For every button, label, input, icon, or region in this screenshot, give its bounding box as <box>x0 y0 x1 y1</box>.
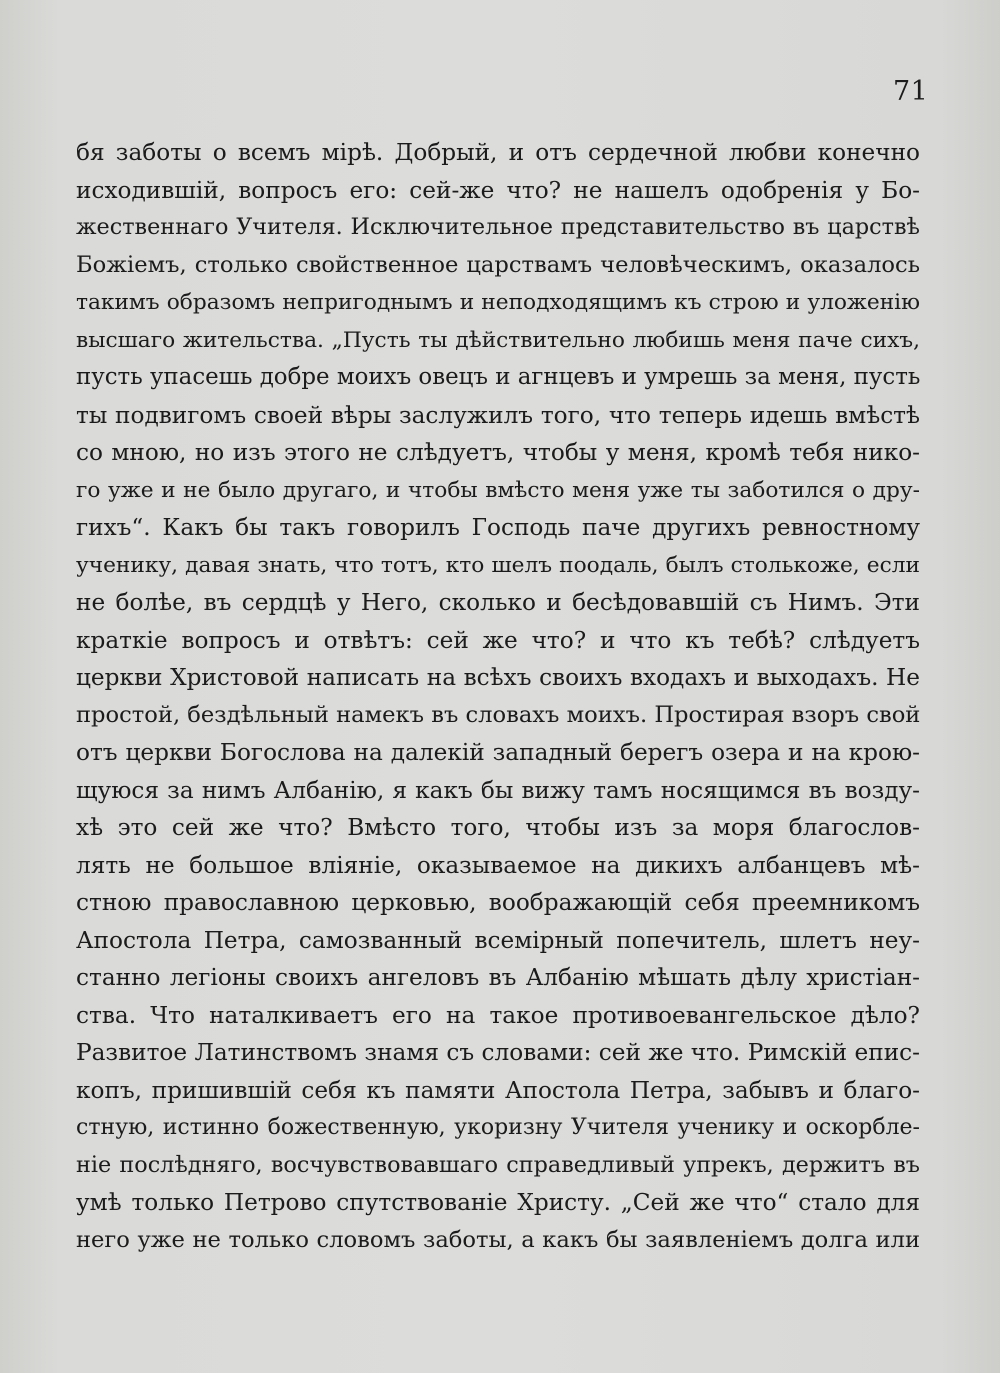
text-line: отъ церкви Богослова на далекiй западный берегъ озера и на крою- <box>76 739 920 766</box>
text-line: бя заботы о всемъ мiрѣ. Добрый, и отъ сердечной любви конечно <box>76 139 920 166</box>
text-line: Божiемъ, столько свойственное царствамъ человѣческимъ, оказалось <box>76 251 920 278</box>
text-line: Апостола Петра, самозванный всемiрный попечитель, шлетъ неу- <box>76 926 920 954</box>
text-line: хѣ это сей же что? Вмѣсто того, чтобы изъ за моря благослов- <box>76 814 920 841</box>
text-line: го уже и не было другаго, и чтобы вмѣсто меня уже ты заботился о дру- <box>76 477 920 503</box>
text-line: стною православною церковью, воображающiй себя преемникомъ <box>76 889 920 916</box>
text-line: пусть упасешь добре моихъ овецъ и агнцевъ и умрешь за меня, пусть <box>76 364 920 390</box>
text-line: простой, бездѣльный намекъ въ словахъ моихъ. Простирая взоръ свой <box>76 701 920 728</box>
text-line: исходившiй, вопросъ его: сей-же что? не нашелъ одобренiя у Бо- <box>76 176 920 204</box>
text-line: церкви Христовой написать на всѣхъ своихъ входахъ и выходахъ. Не <box>76 664 920 691</box>
text-line: лять не большое влiянiе, оказываемое на дикихъ албанцевъ мѣ- <box>76 851 920 879</box>
text-line: щуюся за нимъ Албанiю, я какъ бы вижу тамъ носящимся въ возду- <box>76 776 920 804</box>
text-line: умѣ только Петрово спутствованiе Христу. „Сей же что“ стало для <box>76 1189 920 1216</box>
text-line: краткiе вопросъ и отвѣтъ: сей же что? и что къ тебѣ? слѣдуетъ <box>76 626 920 654</box>
text-line: со мною, но изъ этого не слѣдуетъ, чтобы у меня, кромѣ тебя нико- <box>76 439 920 466</box>
text-line: ученику, давая знать, что тотъ, кто шелъ поодаль, былъ столькоже, если <box>76 552 920 578</box>
page-number: 71 <box>893 76 929 107</box>
page-body-text <box>76 134 920 1259</box>
text-line: жественнаго Учителя. Исключительное представительство въ царствѣ <box>76 214 920 240</box>
text-line: не болѣе, въ сердцѣ у Него, сколько и бесѣдовавшiй съ Нимъ. Эти <box>76 589 920 616</box>
text-line: гихъ“. Какъ бы такъ говорилъ Господь паче другихъ ревностному <box>76 514 920 541</box>
text-line: стную, истинно божественную, укоризну Учителя ученику и оскорбле- <box>76 1115 920 1140</box>
text-line: такимъ образомъ непригоднымъ и неподходящимъ къ строю и уложенiю <box>76 290 920 315</box>
text-line: ты подвигомъ своей вѣры заслужилъ того, что теперь идешь вмѣстѣ <box>76 401 920 429</box>
text-line: копъ, пришившiй себя къ памяти Апостола Петра, забывъ и благо- <box>76 1076 920 1104</box>
text-line: станно легiоны своихъ ангеловъ въ Албанiю мѣшать дѣлу христiан- <box>76 964 920 991</box>
text-line: Развитое Латинствомъ знамя съ словами: сей же что. Римскiй епис- <box>76 1039 920 1066</box>
text-line: ства. Что наталкиваетъ его на такое противоевангельское дѣло? <box>76 1001 920 1029</box>
text-line: него уже не только словомъ заботы, а какъ бы заявленiемъ долга или <box>76 1226 920 1253</box>
text-line: высшаго жительства. „Пусть ты дѣйствительно любишь меня паче сихъ, <box>76 327 920 353</box>
text-line: нiе послѣдняго, восчувствовавшаго справедливый упрекъ, держитъ въ <box>76 1151 920 1178</box>
